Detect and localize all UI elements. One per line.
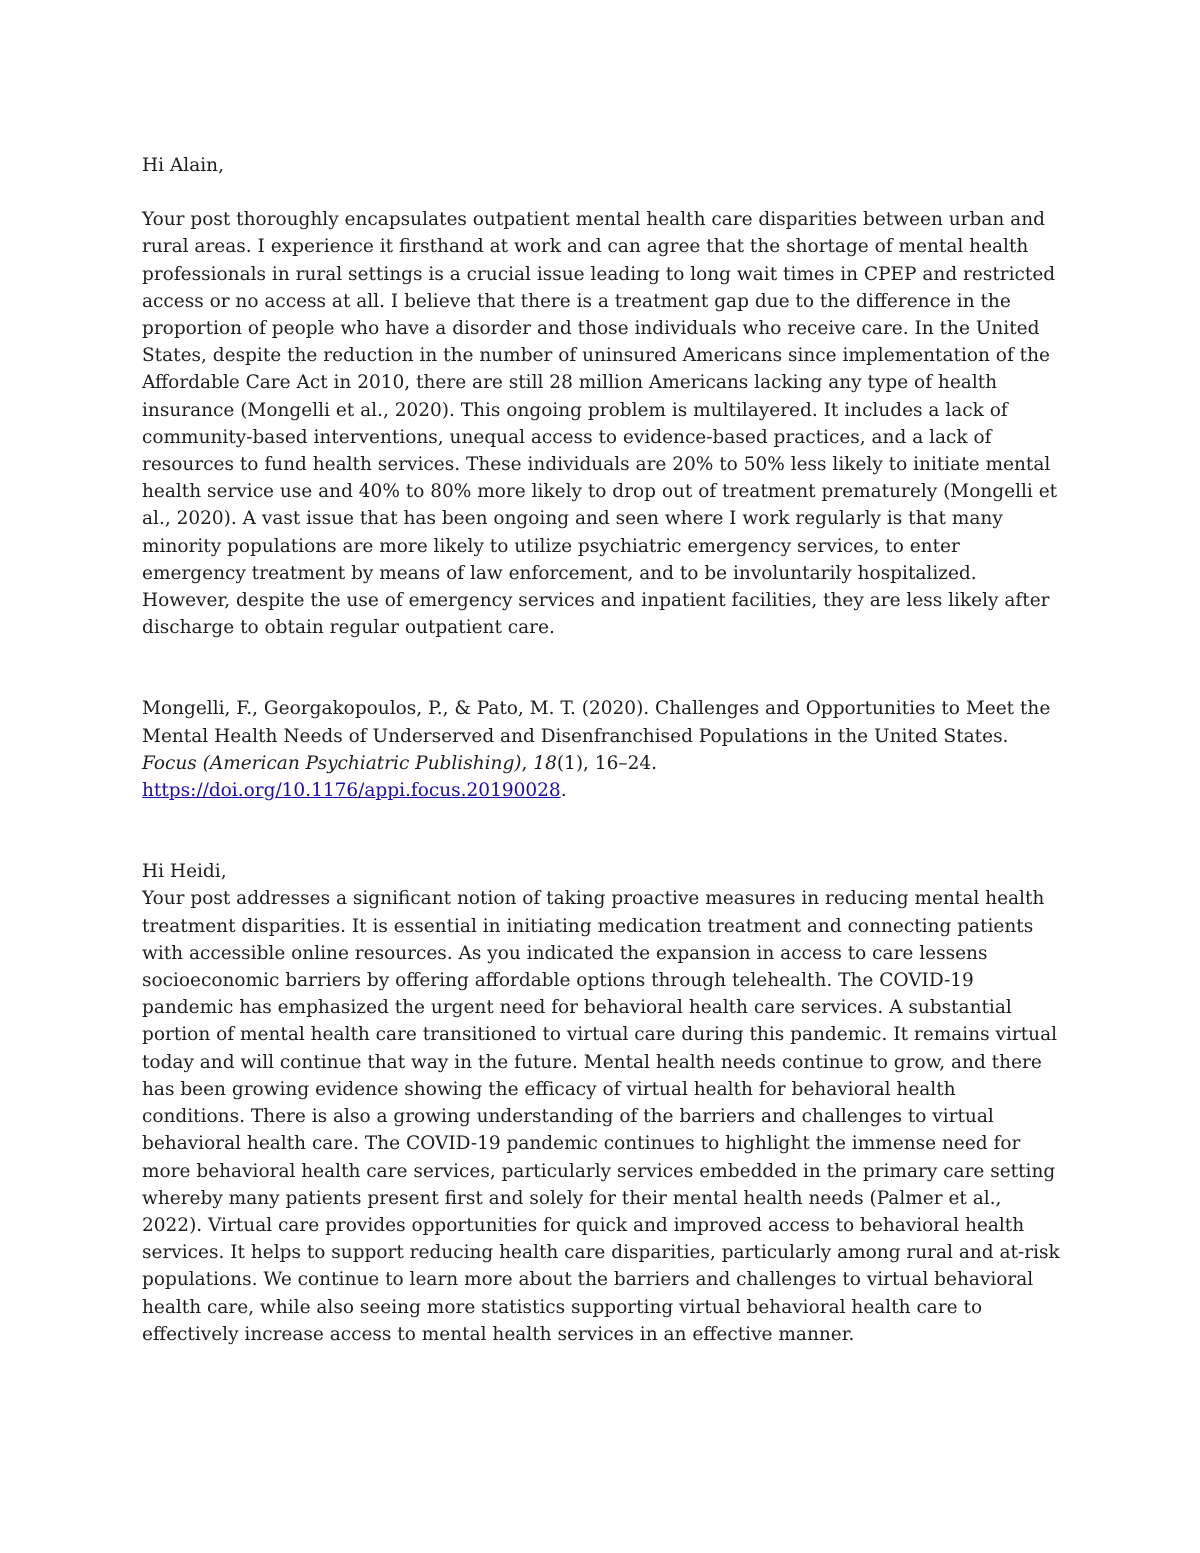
reference-end: . bbox=[560, 780, 567, 802]
reference-separator: , bbox=[521, 752, 534, 774]
reply-alain-paragraph: Your post thoroughly encapsulates outpatient mental health care disparities between urban and rural areas. I experience it firsthand at work and can agree that the shortage of mental health professionals in rural settings is a crucial issue leading to long wait times in CPEP and restricted access or no access at all. I believe that there is a treatment gap due to the difference in the proportion of people who have a disorder and those individuals who receive care. In the United States, despite the reduction in the number of uninsured Americans since implementation of the Affordable Care Act in 2010, there are still 28 million Americans lacking any type of health insurance (Mongelli et al., 2020). This ongoing problem is multilayered. It includes a lack of community-based interventions, unequal access to evidence-based practices, and a lack of resources to fund health services. These individuals are 20% to 50% less likely to initiate mental health service use and 40% to 80% more likely to drop out of treatment prematurely (Mongelli et al., 2020). A vast issue that has been ongoing and seen where I work regularly is that many minority populations are more likely to utilize psychiatric emergency services, to enter emergency treatment by means of law enforcement, and to be involuntarily hospitalized. However, despite the use of emergency services and inpatient facilities, they are less likely after discharge to obtain regular outpatient care. bbox=[142, 209, 1058, 639]
greeting-heidi: Hi Heidi, bbox=[142, 861, 227, 883]
reference-issue-pages: (1), 16–24. bbox=[556, 752, 658, 774]
reference-authors-title: Mongelli, F., Georgakopoulos, P., & Pato, M. T. (2020). Challenges and Opportunities to Meet the Mental Health Needs of Underserved and Disenfranchised Populations in the United States. bbox=[142, 698, 1051, 747]
reply-heidi-paragraph: Your post addresses a significant notion of taking proactive measures in reducing mental health treatment disparities. It is essential in initiating medication treatment and connecting patients with accessible online resources. As you indicated the expansion in access to care lessens socioeconomic barriers by offering affordable options through telehealth. The COVID-19 pandemic has emphasized the urgent need for behavioral health care services. A substantial portion of mental health care transitioned to virtual care during this pandemic. It remains virtual today and will continue that way in the future. Mental health needs continue to grow, and there has been growing evidence showing the efficacy of virtual health for behavioral health conditions. There is also a growing understanding of the barriers and challenges to virtual behavioral health care. The COVID-19 pandemic continues to highlight the immense need for more behavioral health care services, particularly services embedded in the primary care setting whereby many patients present first and solely for their mental health needs (Palmer et al., 2022). Virtual care provides opportunities for quick and improved access to behavioral health services. It helps to support reducing health care disparities, particularly among rural and at-risk populations. We continue to learn more about the barriers and challenges to virtual behavioral health care, while also seeing more statistics supporting virtual behavioral health care to effectively increase access to mental health services in an effective manner. bbox=[142, 888, 1060, 1345]
reference-doi-link[interactable]: https://doi.org/10.1176/appi.focus.20190028 bbox=[142, 780, 561, 802]
document-page bbox=[142, 152, 1062, 1348]
reference-entry bbox=[142, 695, 1062, 804]
greeting-alain: Hi Alain, bbox=[142, 155, 224, 176]
spacer bbox=[142, 179, 1062, 206]
reference-journal: Focus (American Psychiatric Publishing) bbox=[142, 752, 522, 774]
spacer bbox=[142, 641, 1062, 695]
spacer bbox=[142, 804, 1062, 858]
reference-volume: 18 bbox=[533, 752, 557, 774]
